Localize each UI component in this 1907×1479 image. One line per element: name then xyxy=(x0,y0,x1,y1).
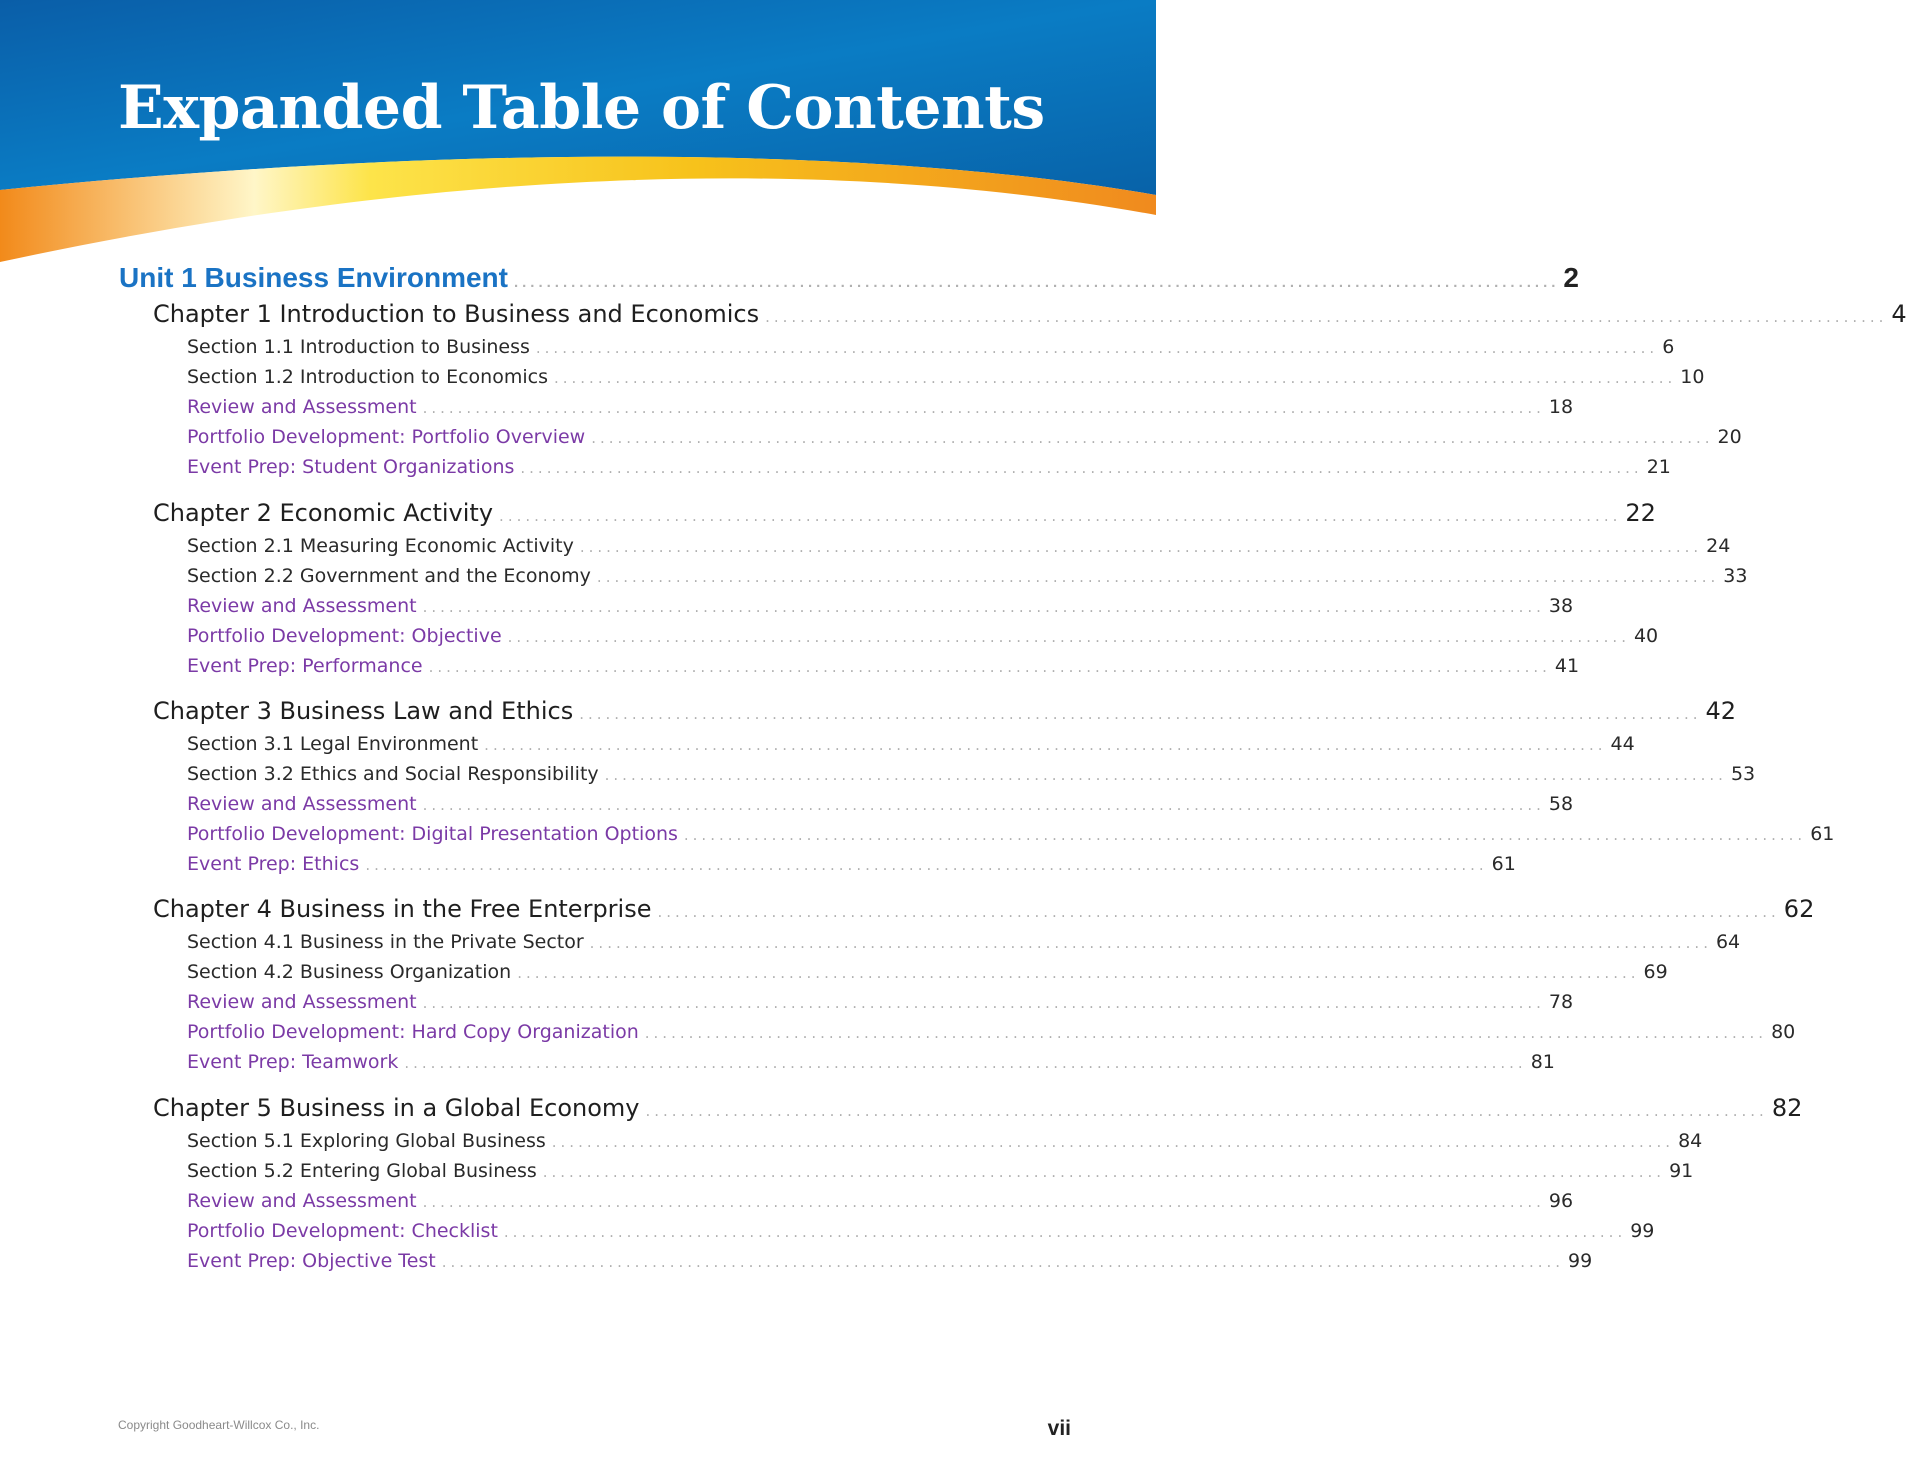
toc-section-entry[interactable] xyxy=(187,931,1741,953)
dot-leader: ................................................................................................................................ xyxy=(765,308,1888,326)
feature-label: Event Prep: Performance xyxy=(187,655,423,677)
toc-feature-entry[interactable] xyxy=(187,456,1671,478)
page-number: 96 xyxy=(1548,1190,1574,1212)
page-number: 6 xyxy=(1662,336,1675,358)
dot-leader: ................................................................................................................................ xyxy=(579,705,1702,723)
toc-section-entry[interactable] xyxy=(187,366,1705,388)
dot-leader: ................................................................................................................................ xyxy=(520,459,1643,477)
toc-feature-entry[interactable] xyxy=(187,655,1580,677)
dot-leader: ................................................................................................................................ xyxy=(517,964,1640,982)
feature-label: Portfolio Development: Portfolio Overview xyxy=(187,426,586,448)
toc-feature-entry[interactable] xyxy=(187,625,1659,647)
dot-leader: ................................................................................................................................ xyxy=(683,826,1807,844)
dot-leader: ................................................................................................................................ xyxy=(604,766,1727,784)
dot-leader: ................................................................................................................................ xyxy=(422,399,1545,417)
feature-label: Portfolio Development: Digital Presentation Options xyxy=(187,823,678,845)
section-label: Section 3.1 Legal Environment xyxy=(187,733,479,755)
toc-section-entry[interactable] xyxy=(187,1160,1694,1182)
dot-leader: ................................................................................................................................ xyxy=(507,628,1630,646)
toc-section-entry[interactable] xyxy=(187,763,1756,785)
toc-section-entry[interactable] xyxy=(187,565,1748,587)
toc-chapter-entry[interactable] xyxy=(153,697,1737,725)
toc-feature-entry[interactable] xyxy=(187,823,1835,845)
unit-label: Unit 1 Business Environment xyxy=(119,262,508,293)
toc-feature-entry[interactable] xyxy=(187,595,1574,617)
section-label: Section 1.2 Introduction to Economics xyxy=(187,366,548,388)
feature-label: Portfolio Development: Objective xyxy=(187,625,502,647)
page-folio: vii xyxy=(1047,1417,1071,1440)
page-number: 69 xyxy=(1643,961,1668,983)
section-label: Section 4.2 Business Organization xyxy=(187,961,512,983)
page-number: 80 xyxy=(1771,1021,1796,1043)
page-number: 82 xyxy=(1771,1094,1803,1122)
page-number: 18 xyxy=(1548,396,1574,418)
page-number: 38 xyxy=(1548,595,1574,617)
dot-leader: ................................................................................................................................ xyxy=(535,339,1659,357)
toc-feature-entry[interactable] xyxy=(187,1051,1555,1073)
dot-leader: ................................................................................................................................ xyxy=(553,369,1677,387)
toc-feature-entry[interactable] xyxy=(187,1220,1655,1242)
toc-chapter-entry[interactable] xyxy=(153,1094,1803,1122)
toc-section-entry[interactable] xyxy=(187,1130,1703,1152)
feature-label: Event Prep: Student Organizations xyxy=(187,456,515,478)
feature-label: Event Prep: Teamwork xyxy=(187,1051,399,1073)
section-label: Section 3.2 Ethics and Social Responsibility xyxy=(187,763,599,785)
page-number: 22 xyxy=(1625,499,1656,527)
page-number: 40 xyxy=(1633,625,1659,647)
feature-label: Review and Assessment xyxy=(187,1190,417,1212)
page-number: 99 xyxy=(1568,1250,1593,1272)
page-number: 58 xyxy=(1548,793,1574,815)
toc-section-entry[interactable] xyxy=(187,336,1675,358)
page-number: 42 xyxy=(1705,697,1737,725)
toc-feature-entry[interactable] xyxy=(187,396,1574,418)
toc-feature-entry[interactable] xyxy=(187,1250,1593,1272)
page-number: 53 xyxy=(1730,763,1756,785)
toc-section-entry[interactable] xyxy=(187,733,1635,755)
dot-leader: ................................................................................................................................ xyxy=(422,1193,1545,1211)
toc-feature-entry[interactable] xyxy=(187,991,1574,1013)
dot-leader: ................................................................................................................................ xyxy=(422,796,1545,814)
copyright-notice: Copyright Goodheart-Willcox Co., Inc. xyxy=(118,1418,320,1432)
dot-leader: ................................................................................................................................ xyxy=(503,1223,1627,1241)
page-number: 33 xyxy=(1723,565,1748,587)
toc-chapter-entry[interactable] xyxy=(153,300,1907,328)
page-number: 62 xyxy=(1783,895,1815,923)
section-label: Section 2.1 Measuring Economic Activity xyxy=(187,535,574,557)
feature-label: Review and Assessment xyxy=(187,595,417,617)
dot-leader: ................................................................................................................................ xyxy=(551,1133,1675,1151)
toc-feature-entry[interactable] xyxy=(187,853,1516,875)
section-label: Section 5.2 Entering Global Business xyxy=(187,1160,537,1182)
dot-leader: ................................................................................................................................ xyxy=(596,568,1720,586)
page-number: 10 xyxy=(1680,366,1705,388)
page-number: 61 xyxy=(1810,823,1835,845)
page-number: 61 xyxy=(1491,853,1516,875)
page-number: 81 xyxy=(1530,1051,1555,1073)
feature-label: Review and Assessment xyxy=(187,396,417,418)
page-number: 91 xyxy=(1669,1160,1694,1182)
chapter-label: Chapter 2 Economic Activity xyxy=(153,499,494,527)
page-number: 20 xyxy=(1717,426,1742,448)
chapter-label: Chapter 3 Business Law and Ethics xyxy=(153,697,574,725)
feature-label: Event Prep: Objective Test xyxy=(187,1250,436,1272)
dot-leader: ................................................................................................................................ xyxy=(422,598,1545,616)
dot-leader: ................................................................................................................................ xyxy=(365,856,1488,874)
dot-leader: ................................................................................................................................ xyxy=(499,507,1622,525)
feature-label: Event Prep: Ethics xyxy=(187,853,360,875)
section-label: Section 2.2 Government and the Economy xyxy=(187,565,591,587)
feature-label: Review and Assessment xyxy=(187,991,417,1013)
section-label: Section 4.1 Business in the Private Sector xyxy=(187,931,584,953)
toc-chapter-entry[interactable] xyxy=(153,499,1656,527)
chapter-label: Chapter 1 Introduction to Business and Economics xyxy=(153,300,760,328)
page-number: 24 xyxy=(1706,535,1731,557)
page-number: 4 xyxy=(1891,300,1907,328)
dot-leader: ................................................................................................................................ xyxy=(428,658,1551,676)
dot-leader: ................................................................................................................................ xyxy=(484,736,1607,754)
chapter-label: Chapter 5 Business in a Global Economy xyxy=(153,1094,640,1122)
dot-leader: ................................................................................................................................ xyxy=(645,1102,1768,1120)
toc-feature-entry[interactable] xyxy=(187,1021,1796,1043)
dot-leader: ................................................................................................................................ xyxy=(644,1024,1768,1042)
toc-section-entry[interactable] xyxy=(187,535,1731,557)
page-number: 41 xyxy=(1554,655,1580,677)
toc-feature-entry[interactable] xyxy=(187,793,1574,815)
page-number: 84 xyxy=(1678,1130,1703,1152)
toc-section-entry[interactable] xyxy=(187,961,1668,983)
page-number: 44 xyxy=(1610,733,1635,755)
section-label: Section 1.1 Introduction to Business xyxy=(187,336,530,358)
dot-leader: ................................................................................................................................ xyxy=(542,1163,1666,1181)
section-label: Section 5.1 Exploring Global Business xyxy=(187,1130,546,1152)
toc-chapter-entry[interactable] xyxy=(153,895,1815,923)
page-number: 21 xyxy=(1646,456,1671,478)
toc-unit-entry[interactable] xyxy=(119,262,1579,294)
dot-leader: ................................................................................................................................ xyxy=(422,994,1545,1012)
dot-leader: ................................................................................................................................ xyxy=(591,429,1714,447)
feature-label: Review and Assessment xyxy=(187,793,417,815)
dot-leader: ................................................................................................................................ xyxy=(657,903,1780,921)
dot-leader: ................................................................................................................................ xyxy=(579,538,1703,556)
page-title: Expanded Table of Contents xyxy=(118,73,1045,143)
page-number: 64 xyxy=(1715,931,1741,953)
dot-leader: ................................................................................................................................ xyxy=(513,274,1560,291)
feature-label: Portfolio Development: Hard Copy Organization xyxy=(187,1021,639,1043)
toc-feature-entry[interactable] xyxy=(187,1190,1574,1212)
dot-leader: ................................................................................................................................ xyxy=(441,1253,1565,1271)
toc-feature-entry[interactable] xyxy=(187,426,1742,448)
page-number: 99 xyxy=(1630,1220,1655,1242)
page-number: 78 xyxy=(1548,991,1574,1013)
chapter-label: Chapter 4 Business in the Free Enterprise xyxy=(153,895,652,923)
dot-leader: ................................................................................................................................ xyxy=(589,934,1712,952)
dot-leader: ................................................................................................................................ xyxy=(404,1054,1527,1072)
feature-label: Portfolio Development: Checklist xyxy=(187,1220,498,1242)
page-number: 2 xyxy=(1563,262,1579,293)
